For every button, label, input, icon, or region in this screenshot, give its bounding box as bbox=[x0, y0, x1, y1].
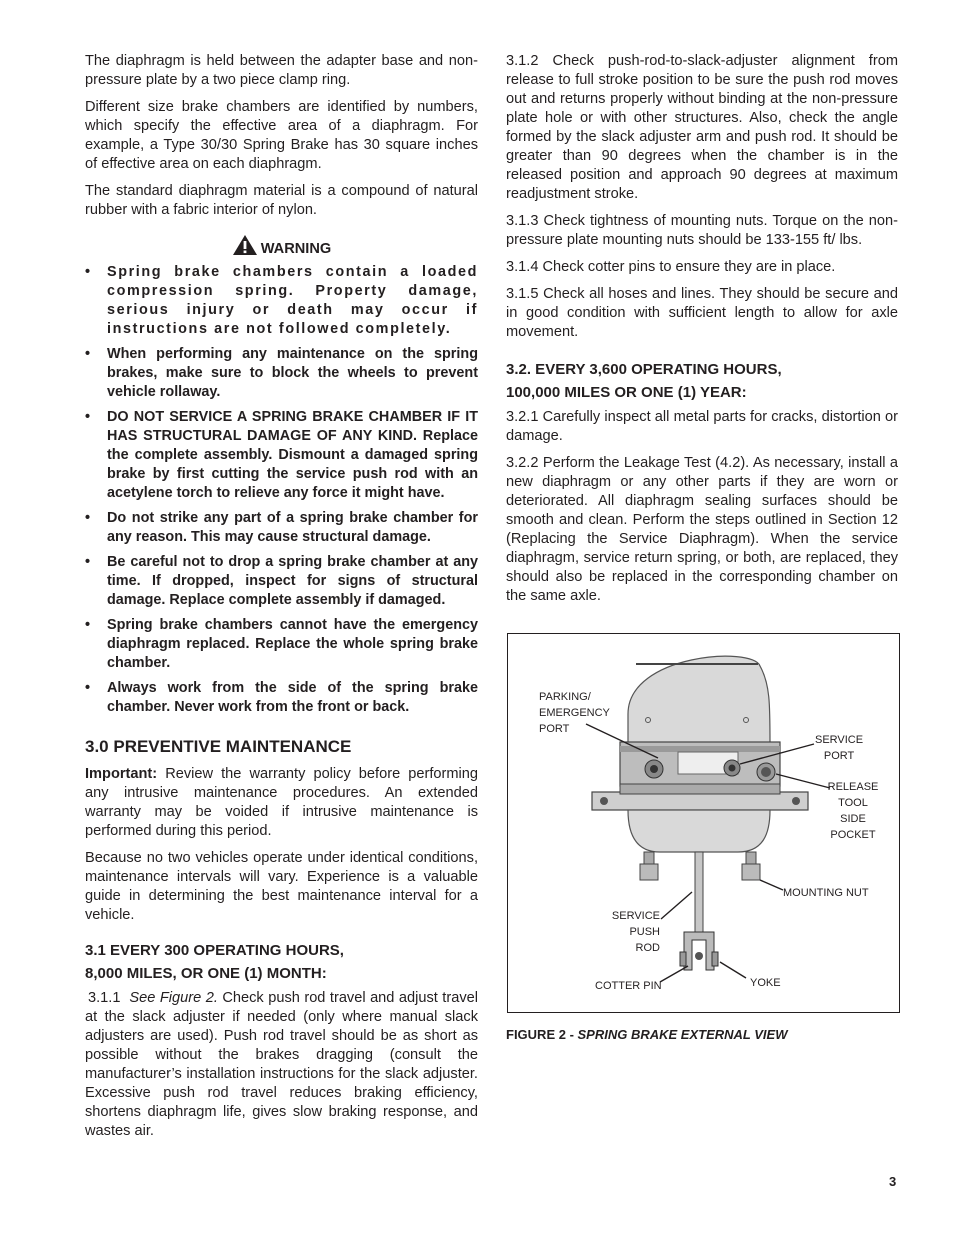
paragraph-3-1-5: 3.1.5 Check all hoses and lines. They should be secure and in good condition with sufficient length to allow for axle movement. bbox=[506, 286, 898, 340]
right-column bbox=[506, 52, 898, 614]
paragraph-diaphragm-material: The standard diaphragm material is a compound of natural rubber with a fabric interior of nylon. bbox=[85, 183, 478, 218]
warning-heading bbox=[85, 234, 478, 257]
section-heading-3-0: 3.0 PREVENTIVE MAINTENANCE bbox=[85, 737, 352, 756]
paragraph-important: Important: Review the warranty policy before performing any intrusive maintenance procedures. An extended warranty may be voided if intrusive maintenance is performed during this period. bbox=[85, 766, 478, 839]
paragraph-clamp-ring: The diaphragm is held between the adapter base and non-pressure plate by a two piece clamp ring. bbox=[85, 53, 478, 88]
list-item: • When performing any maintenance on the spring brakes, make sure to block the wheels to prevent vehicle rollaway. bbox=[85, 346, 478, 400]
paragraph-conditions: Because no two vehicles operate under identical conditions, maintenance intervals will vary. Experience is a valuable guide in determining the best maintenance interval for a vehicle. bbox=[85, 850, 478, 923]
label-parking-emergency-port: PARKING/ EMERGENCY PORT bbox=[539, 691, 610, 735]
figure-2-box bbox=[507, 633, 900, 1013]
page-number: 3 bbox=[889, 1174, 897, 1189]
figure-caption: FIGURE 2 - SPRING BRAKE EXTERNAL VIEW bbox=[506, 1027, 788, 1042]
label-release-tool-side-pocket: RELEASE TOOL SIDE POCKET bbox=[827, 781, 879, 841]
label-service-port: SERVICE PORT bbox=[815, 734, 864, 762]
list-item: • Always work from the side of the spring brake chamber. Never work from the front or back. bbox=[85, 680, 478, 715]
list-item: • Do not strike any part of a spring brake chamber for any reason. This may cause structural damage. bbox=[85, 510, 478, 545]
paragraph-3-2-2: 3.2.2 Perform the Leakage Test (4.2). As necessary, install a new diaphragm or any other parts if they are worn or deteriorated. All diaphragm sealing surfaces should be smooth and clean. Perform the steps outlined in Section 12 (Replacing the Service Diaphragm). When the service diaphragm, service return spring, or both, are replaced, they should also be replaced in the corresponding chamber on the same axle. bbox=[506, 455, 898, 604]
paragraph-3-2-1: 3.2.1 Carefully inspect all metal parts for cracks, distortion or damage. bbox=[506, 409, 898, 444]
paragraph-3-1-4: 3.1.4 Check cotter pins to ensure they are in place. bbox=[506, 259, 836, 275]
paragraph-chamber-sizes: Different size brake chambers are identified by numbers, which specify the effective area of a diaphragm. For example, a Type 30/30 Spring Brake has 30 square inches of effective area on each diaphragm. bbox=[85, 99, 478, 172]
section-heading-3-2: 3.2. EVERY 3,600 OPERATING HOURS, 100,000 MILES OR ONE (1) YEAR: bbox=[506, 361, 782, 401]
warning-title: WARNING bbox=[260, 241, 332, 257]
list-item: • Spring brake chambers contain a loaded compression spring. Property damage, serious injury or death may occur if instructions are not followed completely. bbox=[85, 264, 478, 337]
paragraph-3-1-2: 3.1.2 Check push-rod-to-slack-adjuster alignment from release to full stroke position to be sure the push rod moves out and returns properly without binding at the non-pressure plate hole or with other structures. Also, check the angle formed by the slack adjuster arm and push rod. It should be greater than 90 degrees when the chamber is in the released position and approach 90 degrees at maximum readjustment stroke. bbox=[506, 53, 898, 202]
label-mounting-nut: MOUNTING NUT bbox=[783, 887, 869, 899]
label-yoke: YOKE bbox=[750, 977, 781, 989]
warning-list bbox=[85, 263, 478, 717]
list-item: • Be careful not to drop a spring brake chamber at any time. If dropped, inspect for signs of structural damage. Replace complete assembly if damaged. bbox=[85, 554, 478, 608]
paragraph-3-1-1: 3.1.1 See Figure 2. Check push rod travel and adjust travel at the slack adjuster if needed (only where manual slack adjusters are used). Push rod travel should be as short as possible without the brakes dragging (consult the manufacturer’s installation instructions for the slack adjuster. Excessive push rod travel reduces braking efficiency, shortens diaphragm life, gives slow braking response, and wastes air. bbox=[85, 990, 478, 1139]
list-item: • Spring brake chambers cannot have the emergency diaphragm replaced. Replace the whole spring brake chamber. bbox=[85, 617, 478, 671]
label-service-push-rod: SERVICE PUSH ROD bbox=[611, 910, 660, 954]
paragraph-3-1-3: 3.1.3 Check tightness of mounting nuts. Torque on the non-pressure plate mounting nuts should be 133-155 ft/ lbs. bbox=[506, 213, 898, 248]
warning-triangle-icon bbox=[232, 234, 258, 256]
left-column bbox=[85, 52, 478, 1141]
section-heading-3-1: 3.1 EVERY 300 OPERATING HOURS, 8,000 MILES, OR ONE (1) MONTH: bbox=[85, 942, 344, 982]
label-cotter-pin: COTTER PIN bbox=[595, 980, 662, 992]
list-item: • DO NOT SERVICE A SPRING BRAKE CHAMBER IF IT HAS STRUCTURAL DAMAGE OF ANY KIND. Replace the complete assembly. Dismount a damaged spring brake by first cutting the service push rod with an acetylene torch to relieve any force it might have. bbox=[85, 409, 478, 501]
